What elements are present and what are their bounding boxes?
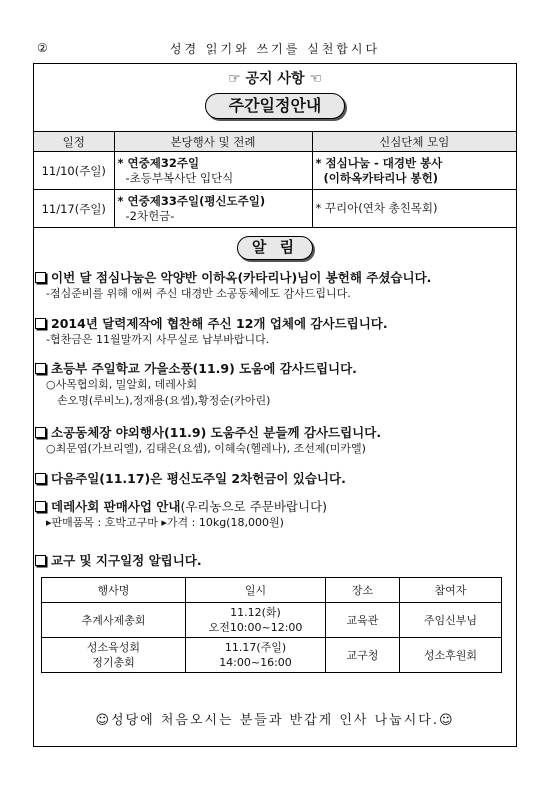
notice-item xyxy=(35,424,505,457)
schedule-date: 11/10(주일) xyxy=(34,152,114,190)
notice-heading: 데레사회 판매사업 안내(우리농으로 주문바랍니다) xyxy=(35,498,505,515)
notice-heading: 2014년 달력제작에 협찬해 주신 12개 업체에 감사드립니다. xyxy=(35,315,505,332)
notice-detail: ○사목협의회, 밀알회, 데레사회 xyxy=(46,378,198,391)
event-row xyxy=(42,638,502,673)
schedule-group-cell xyxy=(312,190,516,228)
event-time: 11.12(화) 오전10:00~12:00 xyxy=(186,603,326,638)
alim-title: 알 림 xyxy=(237,236,313,260)
notice-heading: 이번 달 점심나눔은 악양반 이하옥(카타리나)님이 봉헌해 주셨습니다. xyxy=(35,269,505,286)
col-event-header: 행사명 xyxy=(42,578,186,603)
schedule-parish-cell xyxy=(114,190,312,228)
motto-text: 성경 읽기와 쓰기를 실천합시다 xyxy=(169,42,381,56)
notice-item xyxy=(35,552,505,569)
checkbox-icon xyxy=(35,318,46,329)
notice-detail: ○최문엽(가브리엘), 김태은(요셉), 이혜숙(헬레나), 조선제(미카엘) xyxy=(46,442,366,455)
notice-item xyxy=(35,269,505,302)
event-participant: 주임신부님 xyxy=(400,603,502,638)
closing-greeting: ☺성당에 처음오시는 분들과 반갑게 인사 나눕시다.☺ xyxy=(95,713,455,728)
schedule-parish-sub: -2차헌금- xyxy=(125,208,175,223)
checkbox-icon xyxy=(35,555,46,566)
notice-item xyxy=(35,470,505,487)
checkbox-icon xyxy=(35,501,46,512)
schedule-parish-cell xyxy=(114,152,312,190)
schedule-group-cell xyxy=(312,152,516,190)
schedule-group-line: * 점심나눔 - 대경반 봉사 xyxy=(315,155,443,170)
checkbox-icon xyxy=(35,473,46,484)
notice-detail: ▸판매품목 : 호박고구마 ▸가격 : 10kg(18,000원) xyxy=(46,516,284,529)
checkbox-icon xyxy=(35,272,46,283)
schedule-row xyxy=(34,152,516,190)
schedule-date: 11/17(주일) xyxy=(34,190,114,228)
event-place: 교육관 xyxy=(326,603,400,638)
notice-item xyxy=(35,360,505,409)
schedule-parish-line: * 연중제32주일 xyxy=(117,155,200,170)
notice-heading: 소공동체장 야외행사(11.9) 도움주신 분들께 감사드립니다. xyxy=(35,424,505,441)
events-header-row xyxy=(42,578,502,603)
schedule-group-line: * 꾸리아(연차 총친목회) xyxy=(315,201,438,215)
event-row xyxy=(42,603,502,638)
schedule-group-sub: (이하옥카타리나 봉헌) xyxy=(323,170,438,185)
event-time: 11.17(주일) 14:00~16:00 xyxy=(186,638,326,673)
notice-item xyxy=(35,315,505,348)
schedule-parish-line: * 연중제33주일(평신도주일) xyxy=(117,193,266,208)
notice-detail: 손오명(루비노),정재용(요셉),황정순(카아린) xyxy=(57,394,271,407)
page-number: ② xyxy=(37,41,48,55)
notice-title: ☞ 공지 사항 ☜ xyxy=(228,71,322,87)
col-place-header: 장소 xyxy=(326,578,400,603)
col-parish-header: 본당행사 및 전례 xyxy=(114,132,312,152)
notice-heading: 초등부 주일학교 가을소풍(11.9) 도움에 감사드립니다. xyxy=(35,360,505,377)
notice-heading: 교구 및 지구일정 알립니다. xyxy=(35,552,505,569)
notice-heading: 다음주일(11.17)은 평신도주일 2차헌금이 있습니다. xyxy=(35,470,505,487)
schedule-title: 주간일정안내 xyxy=(205,93,345,119)
notice-detail: -협찬금은 11월말까지 사무실로 납부바랍니다. xyxy=(46,333,270,346)
col-time-header: 일시 xyxy=(186,578,326,603)
event-name: 추계사제총회 xyxy=(42,603,186,638)
diocese-events-table xyxy=(41,577,502,673)
col-date-header: 일정 xyxy=(34,132,114,152)
schedule-parish-sub: -초등부복사단 입단식 xyxy=(125,170,234,185)
schedule-row xyxy=(34,190,516,228)
checkbox-icon xyxy=(35,363,46,374)
notice-detail: -점심준비를 위해 애써 주신 대경반 소공동체에도 감사드립니다. xyxy=(46,287,351,300)
event-place: 교구청 xyxy=(326,638,400,673)
page-header xyxy=(0,40,550,62)
notice-item xyxy=(35,498,505,531)
event-participant: 성소후원회 xyxy=(400,638,502,673)
weekly-schedule-table xyxy=(34,131,516,228)
col-group-header: 신심단체 모임 xyxy=(312,132,516,152)
checkbox-icon xyxy=(35,427,46,438)
col-participant-header: 참여자 xyxy=(400,578,502,603)
bulletin-frame xyxy=(33,63,517,747)
schedule-header-row xyxy=(34,132,516,152)
event-name: 성소육성회 정기총회 xyxy=(42,638,186,673)
